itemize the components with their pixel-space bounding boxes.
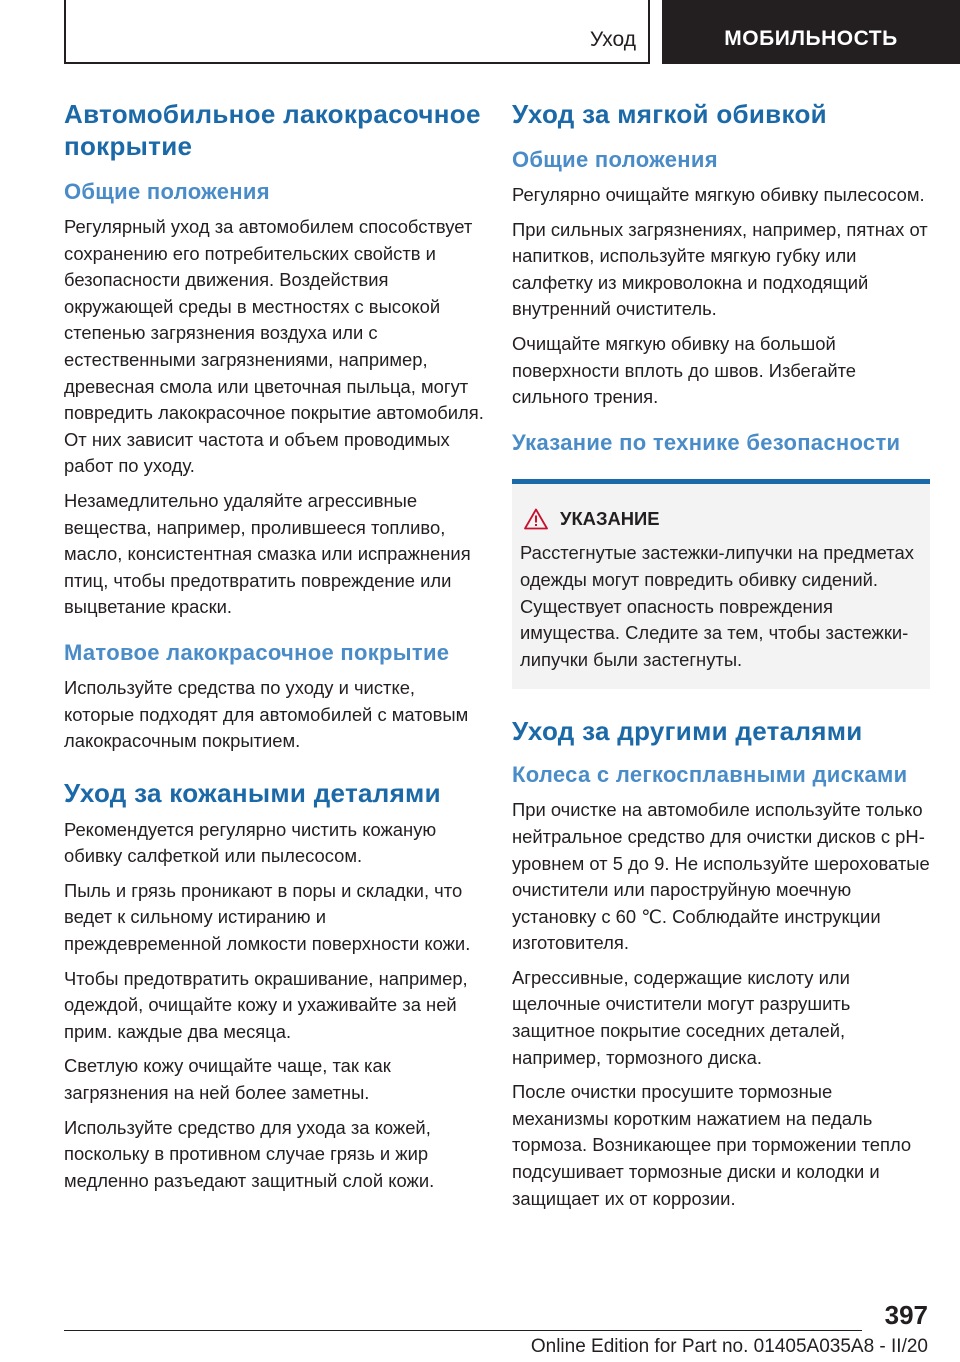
right-column <box>512 98 930 1220</box>
paint-paragraph-2: Незамедлительно удаляйте агрессивные вещества, например, пролившееся топливо, масло, консистентная смазка или испражнения птиц, чтобы предотвратить повреждение или выцветание краски. <box>64 489 471 618</box>
matte-paint-paragraph: Используйте средства по уходу и чистке, которые подходят для автомобилей с матовым лакокрасочным покрытием. <box>64 676 469 752</box>
wheels-paragraph-3: После очистки просушите тормозные механизмы коротким нажатием на педаль тормоза. Возникающее при торможении тепло подсушивает тормозные диски и колодки и защищает их от коррозии. <box>512 1081 912 1209</box>
header-left-rule <box>64 0 66 64</box>
paint-paragraph-1: Регулярный уход за автомобилем способствует сохранению его потребительских свойств и безопасности движения. Воздействия окружающей среды в местностях с высокой степенью загрязнения воздуха или с естественными загрязнениями, например, древесная смола или цветочная пыльца, могут повредить лакокрасочное покрытие автомобиля. От них зависит частота и объем проводимых работ по уходу. <box>64 216 484 477</box>
upholstery-general-subheading: Общие положения <box>512 147 718 172</box>
paint-general-subheading: Общие положения <box>64 179 270 204</box>
leather-paragraph-5: Используйте средство для ухода за кожей, поскольку в противном случае грязь и жир медленно разъедают защитный слой кожи. <box>64 1116 435 1191</box>
safety-subheading: Указание по технике безопасности <box>512 429 901 455</box>
wheels-subheading: Колеса с легкосплавными дисками <box>512 762 908 788</box>
wheels-paragraph-2: Агрессивные, содержащие кислоту или щелочные очистители могут разрушить защитное покрытие соседних деталей, например, тормозного диска. <box>512 966 851 1068</box>
left-column <box>64 98 484 1202</box>
footer-edition-text: Online Edition for Part no. 01405A035A8 - II/20 <box>530 1336 928 1357</box>
upholstery-paragraph-2: При сильных загрязнениях, например, пятнах от напитков, используйте мягкую губку или салфетку из микроволокна и подходящий внутренний очиститель. <box>512 218 928 320</box>
header-section-title: Уход <box>589 28 636 51</box>
leather-paragraph-2: Пыль и грязь проникают в поры и складки, что ведет к сильному истиранию и преждевременной ломкости поверхности кожи. <box>64 879 471 955</box>
leather-paragraph-4: Светлую кожу очищайте чаще, так как загрязнения на ней более заметны. <box>64 1055 391 1104</box>
warning-title: УКАЗАНИЕ <box>560 507 660 529</box>
leather-paragraph-3: Чтобы предотвратить окрашивание, например, одеждой, очищайте кожу и ухаживайте за ней прим. каждые два месяца. <box>64 967 468 1042</box>
wheels-paragraph-1: При очистке на автомобиле используйте только нейтральное средство для очистки дисков с pH-уровнем от 5 до 9. Не используйте шероховатые очистители или пароструйную моечную установку с 60 ℃. Соблюдайте инструкции изготовителя. <box>512 799 930 954</box>
page-number: 397 <box>884 1300 928 1330</box>
upholstery-heading: Уход за мягкой обивкой <box>512 99 827 129</box>
matte-paint-subheading: Матовое лакокрасочное покрытие <box>64 639 450 665</box>
footer-rule <box>64 1330 862 1331</box>
leather-paragraph-1: Рекомендуется регулярно чистить кожаную обивку салфеткой или пылесосом. <box>64 818 437 867</box>
header-mid-rule <box>648 0 650 64</box>
warning-text: Расстегнутые застежки-липучки на предметах одежды могут повредить обивку сидений. Существует опасность повреждения имущества. Следите за тем, чтобы застежки-липучки были застегнуты. <box>520 542 914 670</box>
upholstery-paragraph-1: Регулярно очищайте мягкую обивку пылесосом. <box>512 184 925 205</box>
other-parts-heading: Уход за другими деталями <box>512 716 863 747</box>
leather-heading: Уход за кожаными деталями <box>64 777 441 808</box>
upholstery-paragraph-3: Очищайте мягкую обивку на большой поверхности вплоть до швов. Избегайте сильного трения. <box>512 332 857 408</box>
warning-triangle-icon <box>524 508 548 530</box>
header-bottom-rule <box>64 62 650 64</box>
warning-box <box>512 479 930 690</box>
paint-heading: Автомобильное лакокрасочное покрытие <box>64 99 481 161</box>
header-chapter-tab: МОБИЛЬНОСТЬ <box>662 0 960 64</box>
warning-title-row <box>520 506 922 533</box>
